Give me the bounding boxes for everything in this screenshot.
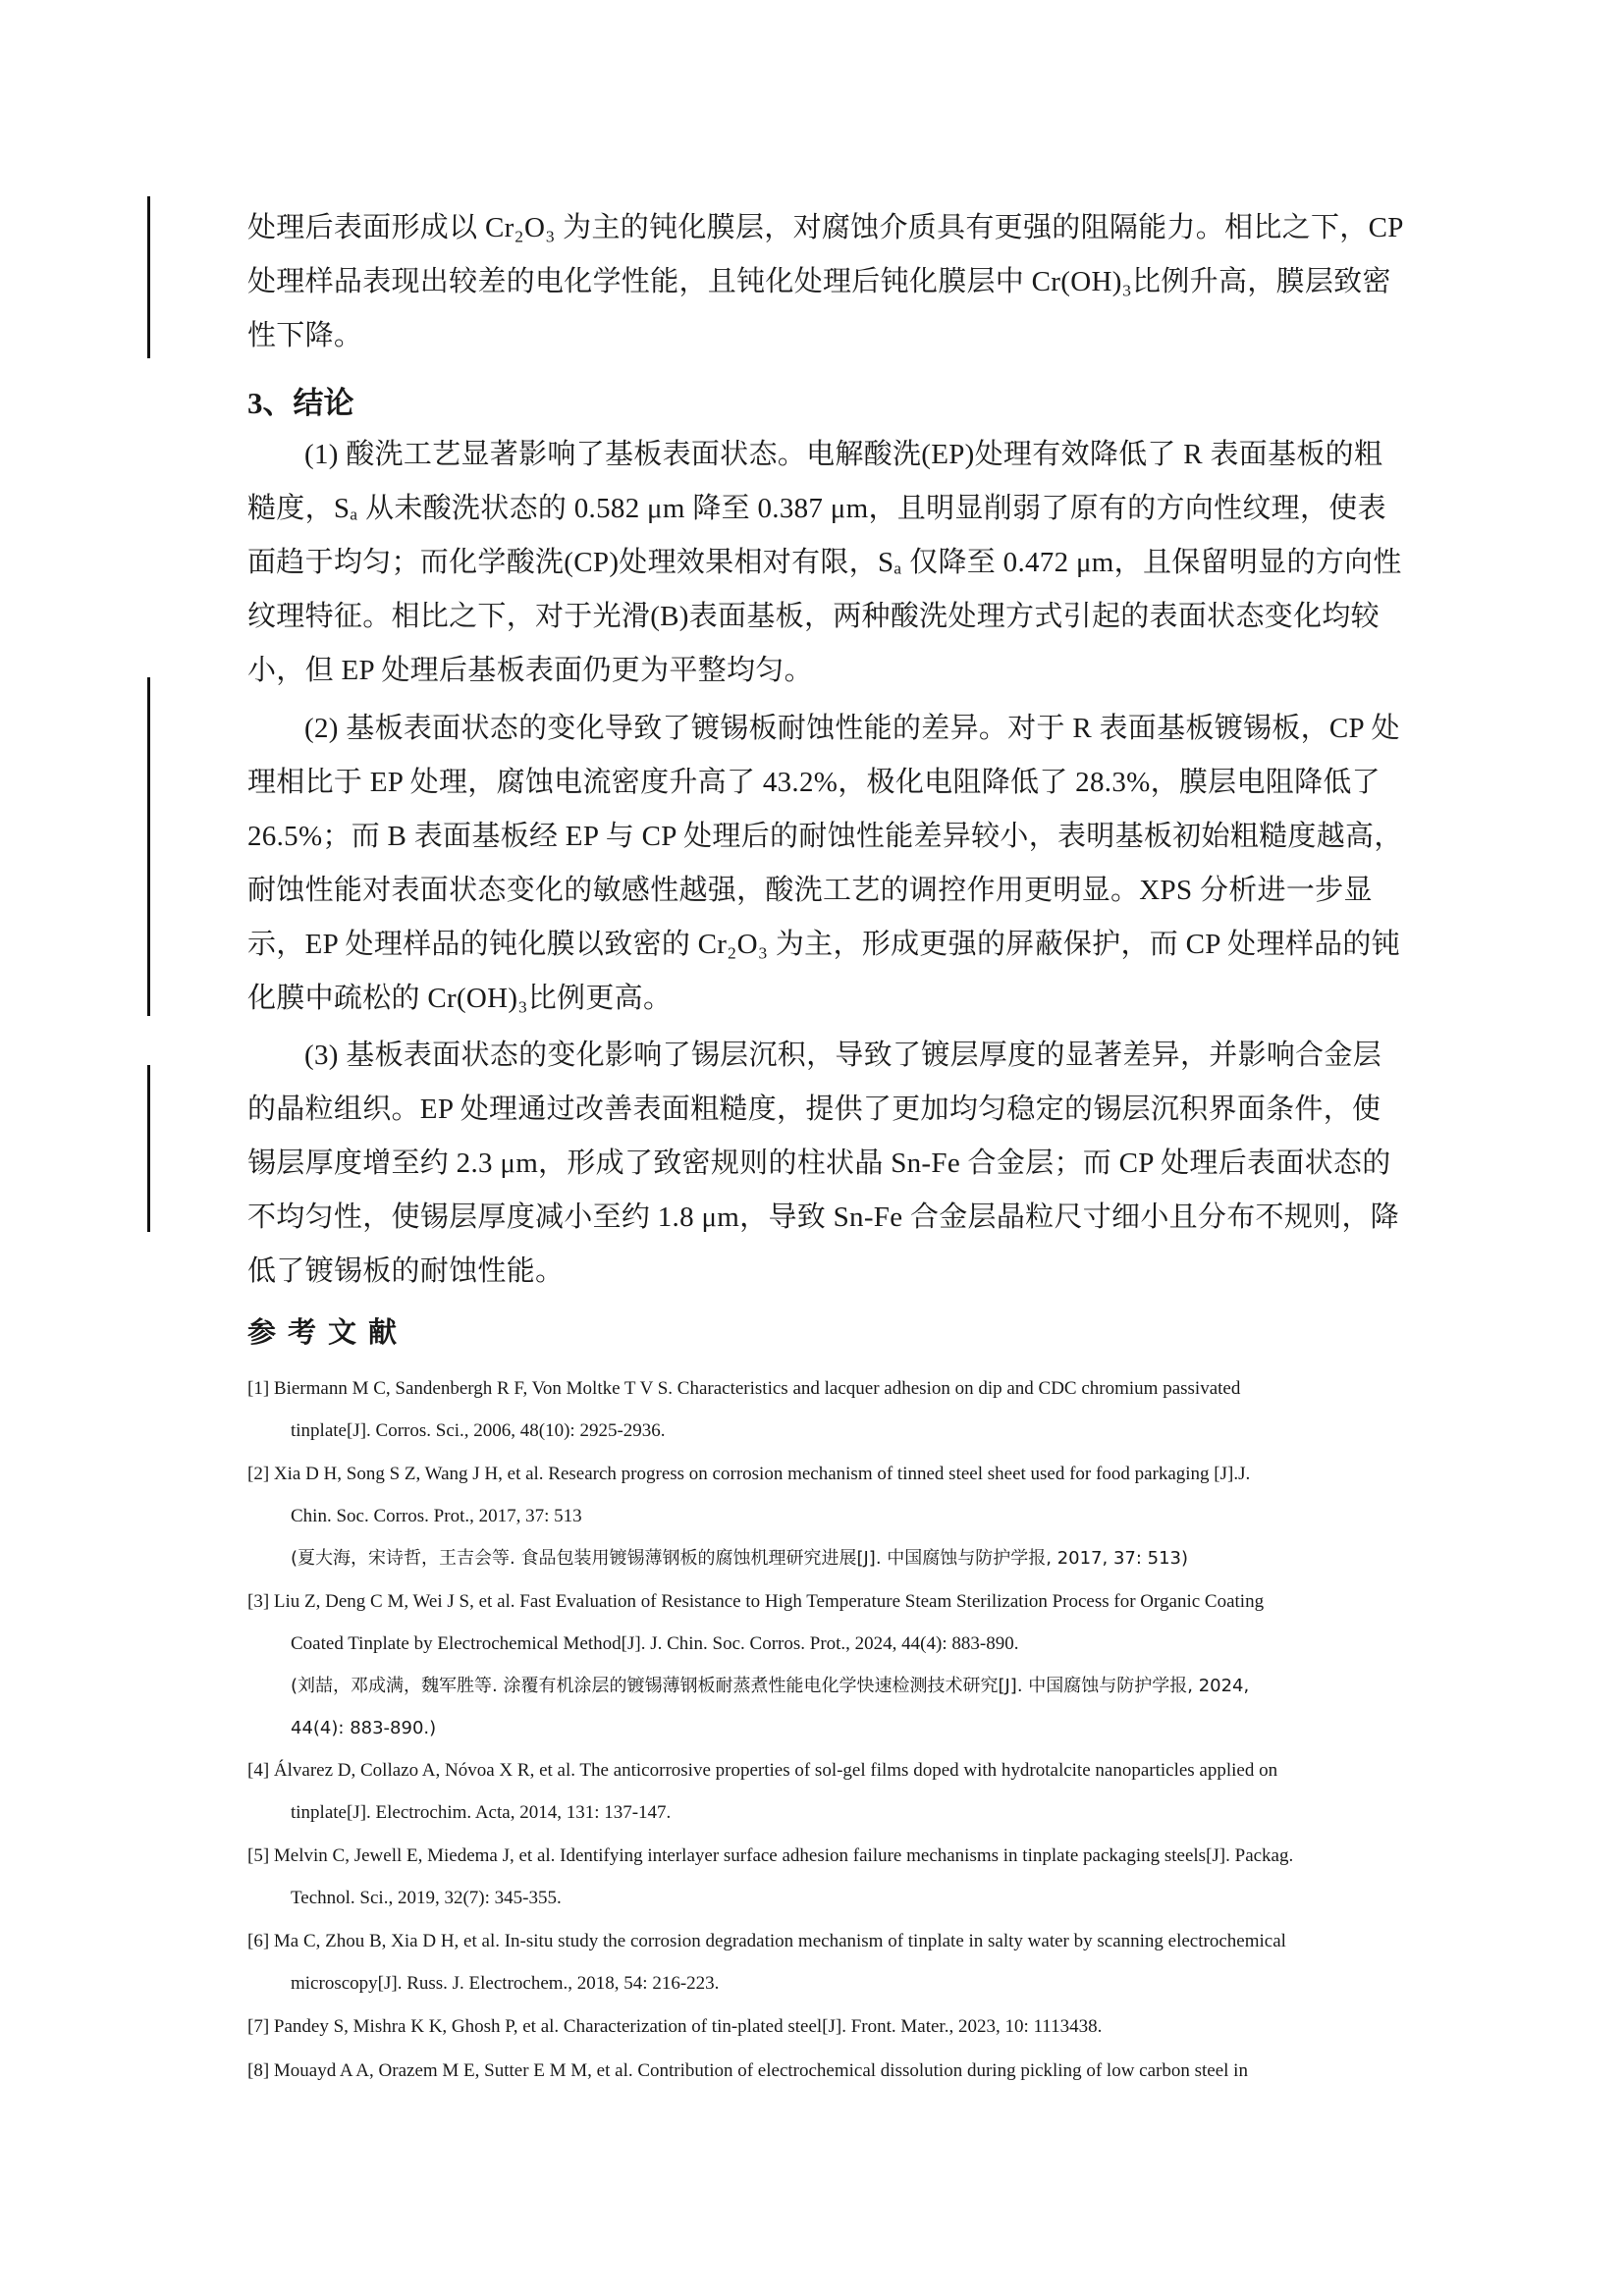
conclusion-3	[247, 1029, 1400, 1299]
conclusion-1	[247, 428, 1402, 698]
text-line: 不均匀性，使锡层厚度减小至约 1.8 μm，导致 Sn-Fe 合金层晶粒尺寸细小且分布不规则，降	[247, 1201, 1400, 1233]
reference-line: [6] Ma C, Zhou B, Xia D H, et al. In-situ study the corrosion degradation mechanism of tinplate in salty water by scanning electrochemical	[247, 1931, 1286, 1951]
text-line: 面趋于均匀；而化学酸洗(CP)处理效果相对有限，Sₐ 仅降至 0.472 μm，且保留明显的方向性	[247, 547, 1402, 578]
references-heading: 参考文献	[247, 1315, 409, 1349]
reference-line: microscopy[J]. Russ. J. Electrochem., 2018, 54: 216-223.	[291, 1973, 720, 1994]
text-line: (1) 酸洗工艺显著影响了基板表面状态。电解酸洗(EP)处理有效降低了 R 表面基板的粗	[304, 439, 1383, 470]
reference-line: [5] Melvin C, Jewell E, Miedema J, et al. Identifying interlayer surface adhesion failure mechanisms in tinplate packaging steels[J]. Packag.	[247, 1845, 1294, 1866]
reference-line: [3] Liu Z, Deng C M, Wei J S, et al. Fast Evaluation of Resistance to High Temperature Steam Sterilization Process for Organic Coating	[247, 1591, 1265, 1612]
reference-line: [8] Mouayd A A, Orazem M E, Sutter E M M, et al. Contribution of electrochemical dissolution during pickling of low carbon steel in	[247, 2060, 1248, 2081]
text-line: (3) 基板表面状态的变化影响了锡层沉积，导致了镀层厚度的显著差异，并影响合金层	[304, 1040, 1382, 1071]
reference-item	[247, 1920, 1394, 2004]
reference-line: Coated Tinplate by Electrochemical Method[J]. J. Chin. Soc. Corros. Prot., 2024, 44(4): 883-890.	[291, 1633, 1019, 1654]
reference-item	[247, 1453, 1394, 1579]
reference-line: Chin. Soc. Corros. Prot., 2017, 37: 513	[291, 1506, 582, 1526]
text-line: (2) 基板表面状态的变化导致了镀锡板耐蚀性能的差异。对于 R 表面基板镀锡板，CP 处	[304, 713, 1400, 744]
text-line: 锡层厚度增至约 2.3 μm，形成了致密规则的柱状晶 Sn-Fe 合金层；而 CP 处理后表面状态的	[247, 1148, 1391, 1179]
text-line: 低了镀锡板的耐蚀性能。	[247, 1255, 565, 1287]
conclusion-2	[247, 702, 1403, 1026]
text-line: 糙度，Sₐ 从未酸洗状态的 0.582 μm 降至 0.387 μm，且明显削弱了原有的方向性纹理，使表	[247, 493, 1386, 524]
reference-line-cn: (夏大海，宋诗哲，王吉会等. 食品包装用镀锡薄钢板的腐蚀机理研究进展[J]. 中国腐蚀与防护学报, 2017, 37: 513)	[291, 1548, 1189, 1569]
reference-item	[247, 1580, 1394, 1749]
text-line: 理相比于 EP 处理，腐蚀电流密度升高了 43.2%，极化电阻降低了 28.3%，膜层电阻降低了	[247, 767, 1380, 798]
text-line: 示，EP 处理样品的钝化膜以致密的 Cr₂O₃ 为主，形成更强的屏蔽保护，而 CP 处理样品的钝	[247, 929, 1400, 960]
revision-bar	[147, 1065, 150, 1232]
text-line: 26.5%；而 B 表面基板经 EP 与 CP 处理后的耐蚀性能差异较小，表明基板初始粗糙度越高，	[247, 821, 1403, 852]
reference-line: [1] Biermann M C, Sandenbergh R F, Von Moltke T V S. Characteristics and lacquer adhesion on dip and CDC chromium passivated	[247, 1378, 1241, 1399]
reference-line: [7] Pandey S, Mishra K K, Ghosh P, et al. Characterization of tin-plated steel[J]. Front. Mater., 2023, 10: 1113438.	[247, 2016, 1103, 2037]
revision-bar	[147, 677, 150, 1016]
text-line: 处理后表面形成以 Cr₂O₃ 为主的钝化膜层，对腐蚀介质具有更强的阻隔能力。相比之下，CP	[247, 212, 1404, 243]
section-heading: 3、结论	[247, 386, 354, 420]
text-line: 耐蚀性能对表面状态变化的敏感性越强，酸洗工艺的调控作用更明显。XPS 分析进一步显	[247, 875, 1373, 906]
text-line: 纹理特征。相比之下，对于光滑(B)表面基板，两种酸洗处理方式引起的表面状态变化均较	[247, 601, 1380, 632]
reference-item	[247, 1749, 1394, 1834]
reference-line: [2] Xia D H, Song S Z, Wang J H, et al. Research progress on corrosion mechanism of tinned steel sheet used for food parkaging [J].J.	[247, 1464, 1251, 1484]
reference-item	[247, 2005, 1394, 2048]
reference-item	[247, 2050, 1394, 2092]
text-line: 的晶粒组织。EP 处理通过改善表面粗糙度，提供了更加均匀稳定的锡层沉积界面条件，使	[247, 1094, 1381, 1125]
reference-item	[247, 1367, 1394, 1452]
reference-line: Technol. Sci., 2019, 32(7): 345-355.	[291, 1888, 562, 1908]
reference-item	[247, 1835, 1394, 1919]
reference-line-cn: 44(4): 883-890.)	[291, 1718, 437, 1738]
text-line: 小，但 EP 处理后基板表面仍更为平整均匀。	[247, 655, 813, 686]
text-line: 化膜中疏松的 Cr(OH)₃比例更高。	[247, 983, 673, 1014]
reference-line-cn: (刘喆，邓成满，魏军胜等. 涂覆有机涂层的镀锡薄钢板耐蒸煮性能电化学快速检测技术研究[J]. 中国腐蚀与防护学报, 2024,	[291, 1676, 1250, 1696]
reference-line: tinplate[J]. Electrochim. Acta, 2014, 131: 137-147.	[291, 1802, 672, 1823]
text-line: 处理样品表现出较差的电化学性能，且钝化处理后钝化膜层中 Cr(OH)₃比例升高，膜层致密	[247, 266, 1391, 297]
reference-line: tinplate[J]. Corros. Sci., 2006, 48(10): 2925-2936.	[291, 1420, 666, 1441]
reference-line: [4] Álvarez D, Collazo A, Nóvoa X R, et al. The anticorrosive properties of sol-gel films doped with hydrotalcite nanoparticles applied on	[247, 1760, 1278, 1781]
revision-bar	[147, 196, 150, 358]
paragraph-top	[247, 201, 1404, 363]
text-line: 性下降。	[247, 320, 363, 351]
